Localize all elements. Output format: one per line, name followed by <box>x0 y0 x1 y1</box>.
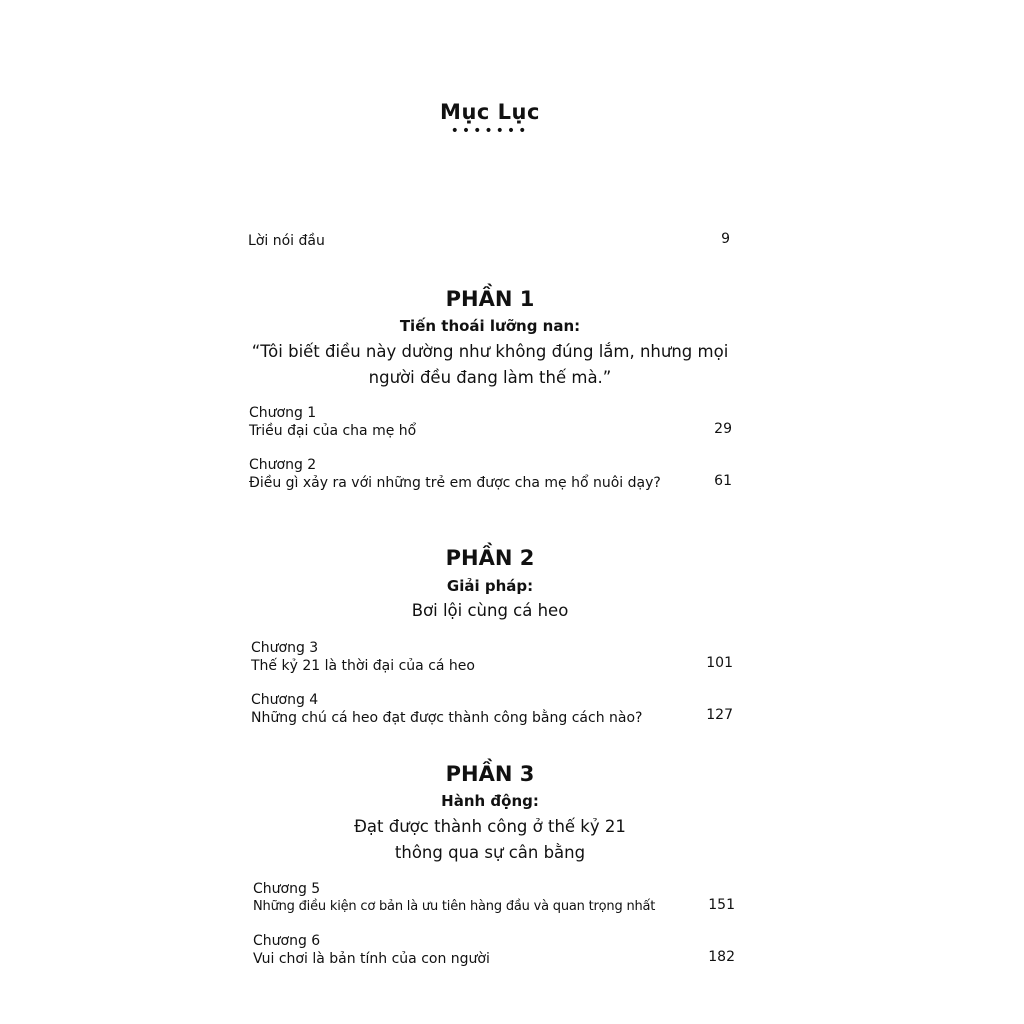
part-3-desc-line-2: thông qua sự cân bằng <box>394 843 586 862</box>
part-1-subtitle: Tiến thoái lưỡng nan: <box>399 317 581 335</box>
part-3-heading: PHẦN 3 <box>445 762 535 786</box>
chapter-3-entry <box>251 639 475 675</box>
part-1-desc-line-2: người đều đang làm thế mà.” <box>368 368 612 387</box>
chapter-1-number: Chương 1 <box>249 405 317 421</box>
chapter-3-title: Thế kỷ 21 là thời đại của cá heo <box>251 658 475 674</box>
chapter-5-title: Những điều kiện cơ bản là ưu tiên hàng đầu và quan trọng nhất <box>253 899 656 914</box>
chapter-6-entry <box>253 932 490 968</box>
title-dots-ornament: ••••••• <box>450 123 530 139</box>
part-2-desc-line-1: Bơi lội cùng cá heo <box>411 601 569 620</box>
chapter-6-title: Vui chơi là bản tính của con người <box>253 951 490 967</box>
chapter-3-number: Chương 3 <box>251 640 319 656</box>
chapter-2-title: Điều gì xảy ra với những trẻ em được cha mẹ hổ nuôi dạy? <box>249 475 661 491</box>
preface-label: Lời nói đầu <box>248 233 325 249</box>
chapter-4-page-number: 127 <box>706 707 733 723</box>
chapter-5-number: Chương 5 <box>253 881 321 897</box>
preface-entry <box>248 232 325 250</box>
chapter-5-entry <box>253 880 655 916</box>
chapter-1-entry <box>249 404 416 440</box>
chapter-2-number: Chương 2 <box>249 457 317 473</box>
part-2-subtitle: Giải pháp: <box>446 577 534 595</box>
chapter-4-number: Chương 4 <box>251 692 319 708</box>
part-1-desc-line-1: “Tôi biết điều này dường như không đúng lắm, nhưng mọi <box>251 342 729 361</box>
chapter-5-page-number: 151 <box>708 897 735 913</box>
preface-page-number: 9 <box>721 231 730 247</box>
chapter-6-page-number: 182 <box>708 949 735 965</box>
part-2-heading: PHẦN 2 <box>445 546 535 570</box>
chapter-3-page-number: 101 <box>706 655 733 671</box>
part-3-desc-line-1: Đạt được thành công ở thế kỷ 21 <box>354 817 626 836</box>
chapter-2-page-number: 61 <box>714 473 732 489</box>
chapter-1-title: Triều đại của cha mẹ hổ <box>249 423 417 439</box>
chapter-6-number: Chương 6 <box>253 933 321 949</box>
toc-title: Mục Lục <box>440 100 540 124</box>
chapter-2-entry <box>249 456 661 492</box>
part-1-heading: PHẦN 1 <box>445 287 535 311</box>
chapter-4-title: Những chú cá heo đạt được thành công bằng cách nào? <box>251 710 643 726</box>
part-3-subtitle: Hành động: <box>441 792 539 810</box>
chapter-1-page-number: 29 <box>714 421 732 437</box>
chapter-4-entry <box>251 691 642 727</box>
